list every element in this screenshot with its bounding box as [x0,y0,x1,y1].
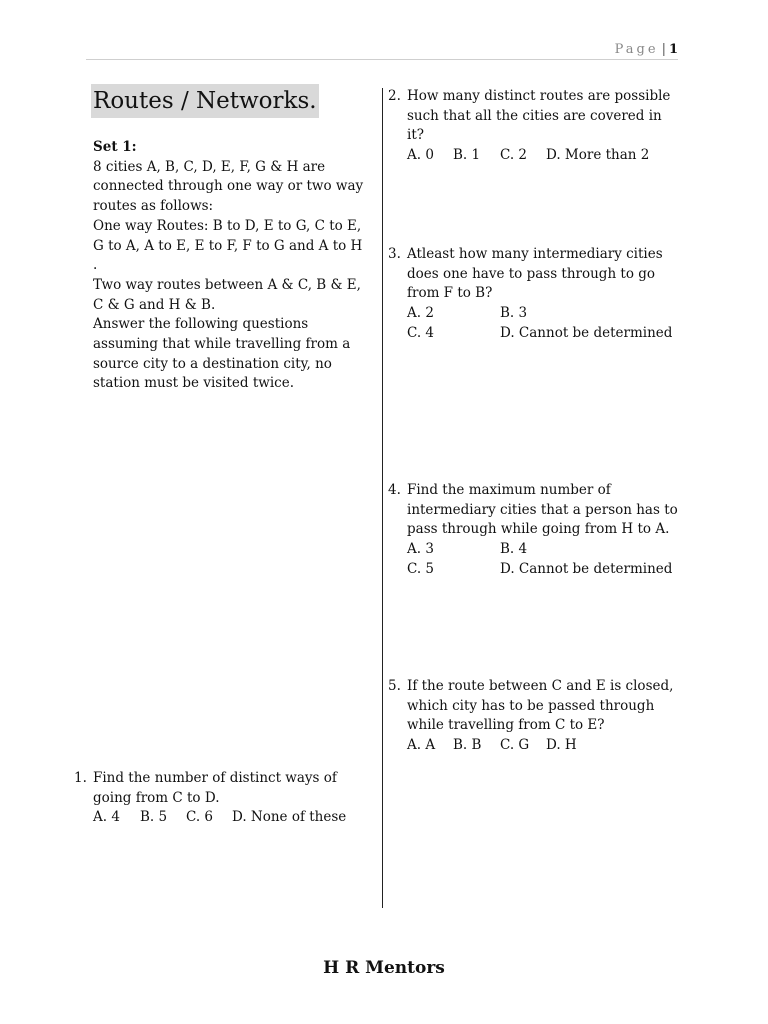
question-3 [388,245,678,344]
one-way-routes: One way Routes: B to D, E to G, C to E, G to A, A to E, E to F, F to G and A to H . [93,217,363,274]
option-a: A. 2 [407,305,434,322]
option-b: B. 1 [453,147,481,164]
option-b: B. 4 [500,541,528,558]
question-text: If the route between C and E is closed, which city has to be passed through while travelling from C to E? [407,678,674,734]
options-row [388,736,678,756]
option-c: C. G [500,737,530,754]
question-number: 2. [388,88,401,104]
question-1 [74,769,364,828]
option-c: C. 4 [407,324,435,341]
set-heading: Set 1: [93,139,137,155]
page-label: Page [614,42,659,57]
question-text: Atleast how many intermediary cities does one have to pass through to go from F to B? [407,246,663,302]
option-b: B. 5 [140,809,168,826]
question-number: 3. [388,246,401,262]
option-a: A. 4 [93,809,120,826]
option-b: B. 3 [500,305,528,322]
set-instruction: Answer the following questions assuming that while travelling from a source city to a destination city, no station must be visited twice. [93,316,351,392]
option-d: D. More than 2 [546,147,650,164]
left-column [93,84,365,394]
option-c: C. 5 [407,560,435,577]
question-number: 5. [388,678,401,694]
option-c: C. 2 [500,147,528,164]
question-number: 1. [74,770,87,786]
question-4 [388,481,678,580]
question-number: 4. [388,482,401,498]
set-description [93,158,365,394]
option-d: D. Cannot be determined [500,324,673,341]
option-b: B. B [453,737,482,754]
question-text: How many distinct routes are possible such that all the cities are covered in it? [407,88,671,144]
column-divider [382,88,383,908]
option-c: C. 6 [186,809,214,826]
option-a: A. 0 [407,147,434,164]
two-way-routes: Two way routes between A & C, B & E, C & G and H & B. [93,276,361,313]
options-row [388,146,678,166]
option-d: D. Cannot be determined [500,560,673,577]
page-title: Routes / Networks. [91,84,319,118]
option-a: A. A [407,737,436,754]
footer-brand: H R Mentors [323,958,445,978]
options-grid [388,540,678,579]
option-d: D. H [546,737,577,754]
options-grid [388,304,678,343]
question-5 [388,677,678,756]
page-header [86,42,678,60]
page-separator: | [661,42,666,57]
page-number: 1 [668,42,678,57]
question-text: Find the maximum number of intermediary cities that a person has to pass through while going from H to A. [407,482,678,538]
options-row [74,808,364,828]
question-text: Find the number of distinct ways of going from C to D. [93,770,337,806]
option-a: A. 3 [407,541,434,558]
set-intro: 8 cities A, B, C, D, E, F, G & H are connected through one way or two way routes as follows: [93,158,364,215]
question-2 [388,87,678,166]
option-d: D. None of these [232,809,347,826]
